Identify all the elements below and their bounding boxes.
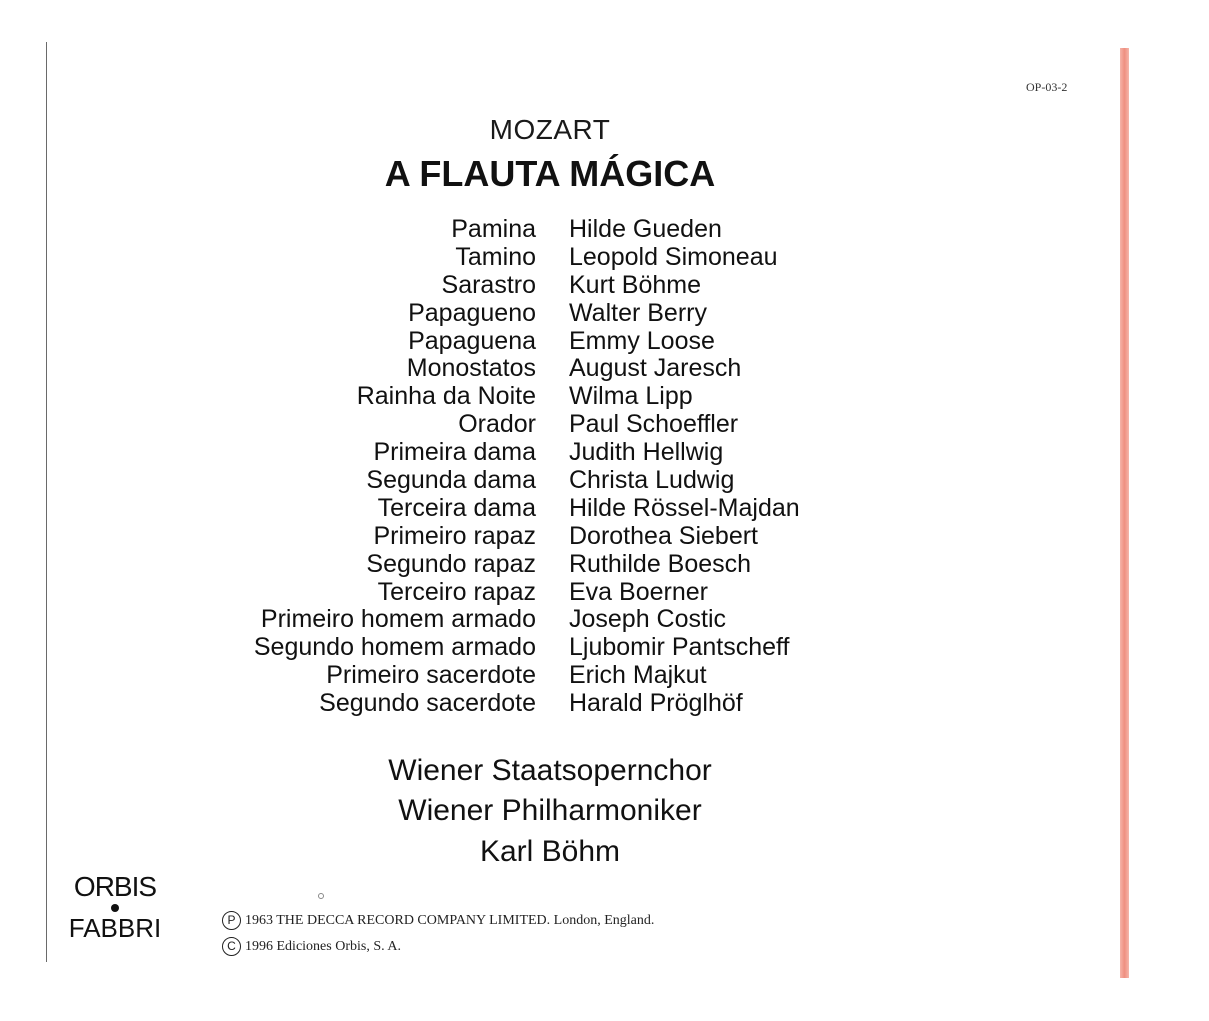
copyright-text: 1996 Ediciones Orbis, S. A. (245, 938, 401, 954)
cast-row (0, 579, 1100, 607)
cast-list (0, 216, 1100, 718)
cast-row (0, 690, 1100, 718)
singer-name: Joseph Costic (569, 605, 727, 634)
role-name: Papagueno (408, 298, 536, 327)
singer-name: Hilde Rössel-Majdan (569, 493, 800, 522)
conductor-name: Karl Böhm (479, 835, 621, 868)
cast-row (0, 662, 1100, 690)
singer-name: Leopold Simoneau (569, 242, 778, 271)
singer-name: Hilde Gueden (569, 215, 722, 243)
role-name: Rainha da Noite (356, 382, 536, 411)
singer-name: Eva Boerner (569, 577, 708, 606)
cast-row (0, 551, 1100, 579)
singer-name: Ruthilde Boesch (569, 549, 752, 578)
orchestra-name: Wiener Philharmoniker (398, 794, 702, 827)
role-name: Monostatos (406, 354, 536, 383)
cast-row (0, 216, 1100, 244)
phonogram-text: 1963 THE DECCA RECORD COMPANY LIMITED. London, England. (245, 912, 655, 928)
cast-row (0, 439, 1100, 467)
cast-row (0, 634, 1100, 662)
cast-row (0, 411, 1100, 439)
print-speck (318, 893, 324, 899)
role-name: Orador (458, 410, 536, 439)
composer-text: MOZART (489, 114, 611, 145)
role-name: Terceira dama (377, 493, 536, 522)
singer-name: Emmy Loose (569, 326, 715, 355)
singer-name: Judith Hellwig (569, 438, 724, 467)
opera-title: A FLAUTA MÁGICA (384, 153, 716, 194)
role-name: Primeiro rapaz (373, 521, 536, 550)
singer-name: Christa Ludwig (569, 466, 735, 495)
role-name: Tamino (455, 242, 536, 271)
singer-name: August Jaresch (569, 354, 742, 383)
role-name: Primeiro sacerdote (326, 661, 536, 690)
singer-name: Erich Majkut (569, 661, 707, 690)
role-name: Segunda dama (366, 466, 536, 495)
cast-row (0, 328, 1100, 356)
singer-name: Walter Berry (569, 298, 707, 327)
singer-name: Harald Pröglhöf (569, 689, 743, 718)
choir-name: Wiener Staatsopernchor (388, 754, 712, 787)
singer-name: Ljubomir Pantscheff (569, 633, 790, 662)
right-edge-strip (1120, 48, 1129, 978)
orbis-fabbri-logo (60, 872, 170, 962)
cast-row (0, 383, 1100, 411)
cast-row (0, 523, 1100, 551)
role-name: Segundo sacerdote (319, 689, 536, 718)
role-name: Pamina (451, 215, 536, 243)
role-name: Segundo rapaz (366, 549, 536, 578)
role-name: Sarastro (441, 270, 536, 299)
cast-row (0, 355, 1100, 383)
role-name: Primeiro homem armado (260, 605, 536, 634)
cast-row (0, 467, 1100, 495)
singer-name: Wilma Lipp (569, 382, 693, 411)
copyright-icon: C (222, 937, 241, 956)
singer-name: Dorothea Siebert (569, 521, 759, 550)
role-name: Primeira dama (373, 438, 536, 467)
cast-row (0, 244, 1100, 272)
cast-row (0, 606, 1100, 634)
logo-top-text: ORBIS (73, 871, 157, 902)
logo-bottom-text: FABBRI (68, 913, 162, 943)
role-name: Segundo homem armado (253, 633, 536, 662)
phonogram-icon: P (222, 911, 241, 930)
phonogram-line (222, 911, 654, 930)
logo-dot (111, 904, 119, 912)
cast-row (0, 272, 1100, 300)
cast-row (0, 300, 1100, 328)
singer-name: Kurt Böhme (569, 270, 702, 299)
catalog-number: OP-03-2 (1026, 80, 1068, 94)
cast-row (0, 495, 1100, 523)
singer-name: Paul Schoeffler (569, 410, 739, 439)
copyright-line (222, 937, 401, 956)
role-name: Papaguena (408, 326, 536, 355)
composer-name (0, 114, 1100, 146)
role-name: Terceiro rapaz (377, 577, 536, 606)
